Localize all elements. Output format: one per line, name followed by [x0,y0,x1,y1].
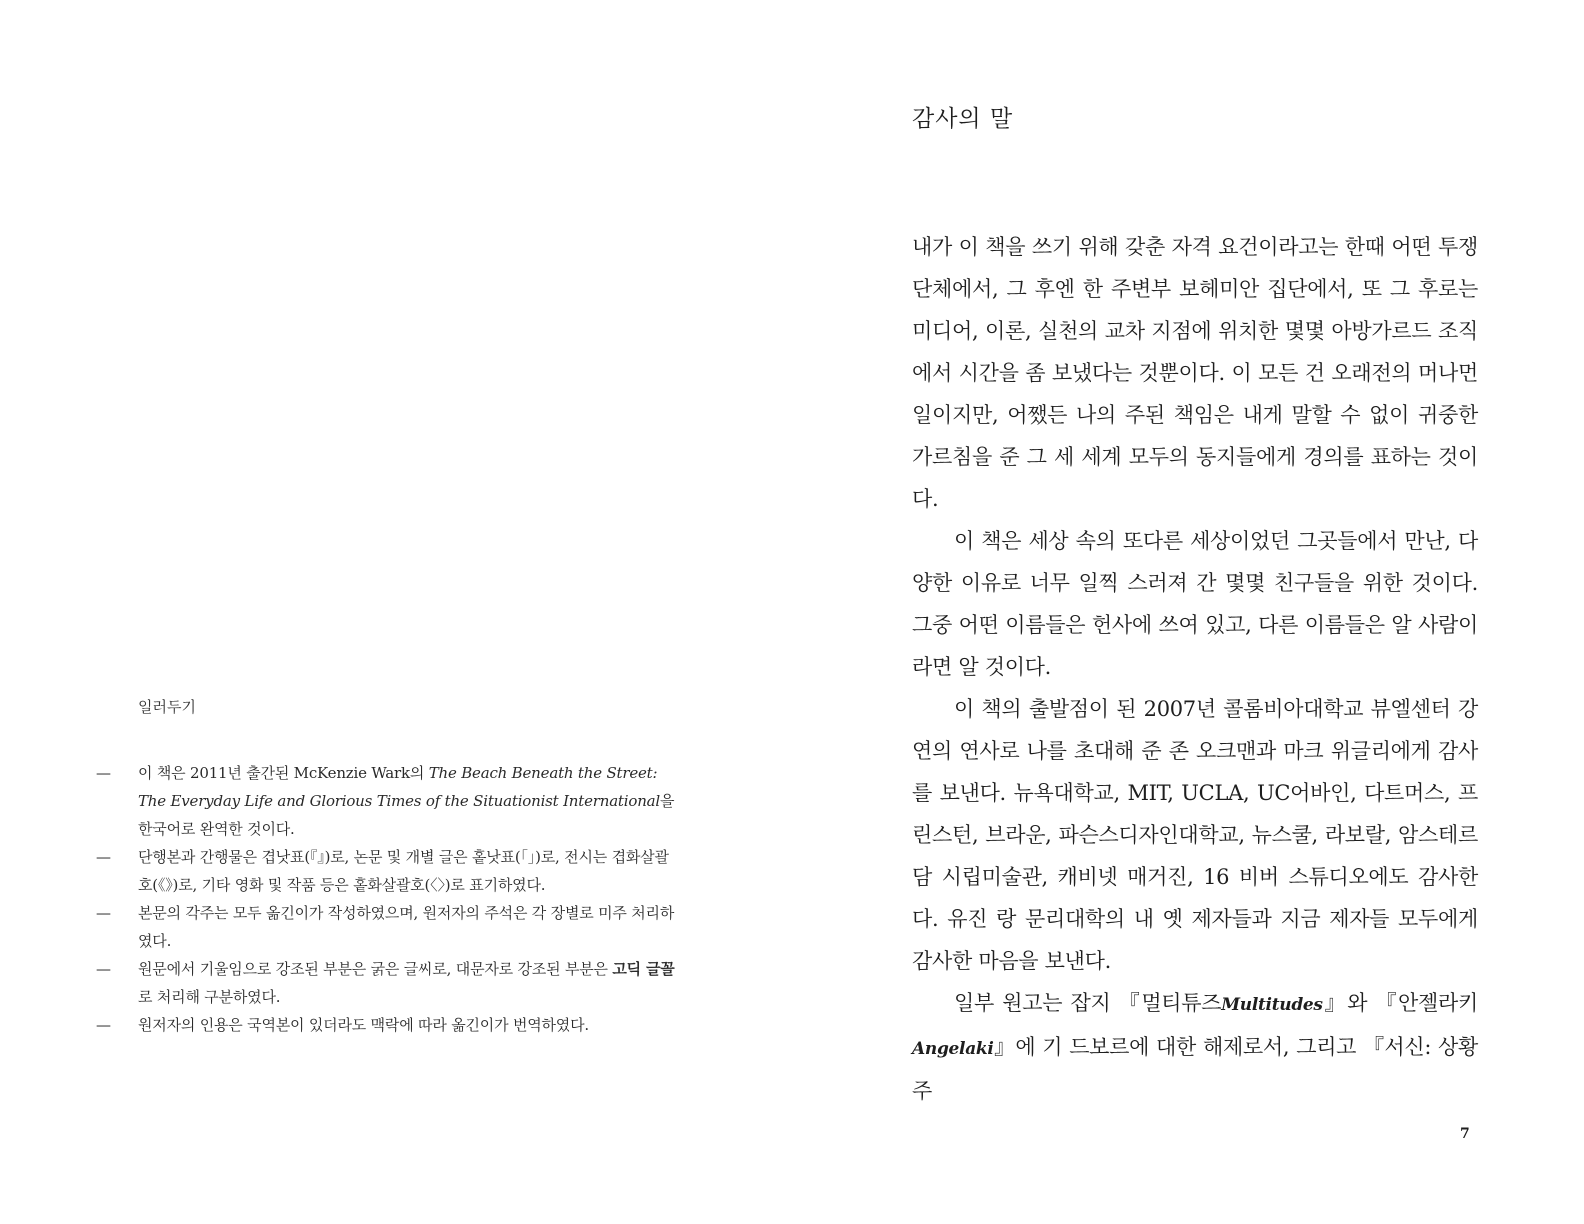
text-run: 』에 기 드보르에 대한 해제로서, 그리고 『서신: 상황주 [912,1035,1478,1103]
page-number: 7 [1460,1126,1470,1142]
script-text: Multitudes [1221,995,1323,1015]
text-run: 이 책은 2011년 출간된 McKenzie Wark의 [138,764,429,782]
notes-list [96,759,676,1039]
gothic-text: 고딕 글꼴 [612,960,675,978]
note-item [96,843,676,899]
notes-title: 일러두기 [138,698,196,716]
body-text [912,226,1478,1112]
text-run: 이 책은 세상 속의 또다른 세상이었던 그곳들에서 만난, 다양한 이유로 너무 일찍 스러져 간 몇몇 친구들을 위한 것이다. 그중 어떤 이름들은 헌사에 쓰여 있고, 다른 이름들은 알 사람이라면 알 것이다. [912,529,1478,679]
text-run: 본문의 각주는 모두 옮긴이가 작성하였으며, 원저자의 주석은 각 장별로 미주 처리하였다. [138,904,675,950]
em-text: The Beach Beneath the Street: The Everyday Life and Glorious Times of the Situationist International [138,764,660,810]
note-dash: — [96,904,111,922]
note-item [96,759,676,843]
text-run: 이 책의 출발점이 된 2007년 콜롬비아대학교 뷰엘센터 강연의 연사로 나를 초대해 준 존 오크맨과 마크 위글리에게 감사를 보낸다. 뉴욕대학교, MIT, UCLA, UC어바인, 다트머스, 프린스턴, 브라운, 파슨스디자인대학교, 뉴스쿨, 라보랄, 암스테르담 시립미술관, 캐비넷 매거진, 16 비버 스튜디오에도 감사한다. 유진 랑 문리대학의 내 옛 제자들과 지금 제자들 모두에게 감사한 마음을 보낸다. [912,697,1478,973]
body-paragraph [912,520,1478,688]
note-dash: — [96,1016,111,1034]
chapter-title: 감사의 말 [912,106,1014,132]
text-run: 원저자의 인용은 국역본이 있더라도 맥락에 따라 옮긴이가 번역하였다. [138,1016,589,1034]
text-run: 단행본과 간행물은 겹낫표(『』)로, 논문 및 개별 글은 홑낫표(「」)로, 전시는 겹화살괄호(《》)로, 기타 영화 및 작품 등은 홑화살괄호(〈〉)로 표기하였다. [138,848,669,894]
text-run: 로 처리해 구분하였다. [138,988,281,1006]
text-run: 』와 『안젤라키 [1322,991,1478,1015]
note-item [96,1011,676,1039]
text-run: 을 한국어로 완역한 것이다. [138,792,675,838]
editorial-notes [96,696,676,1039]
text-run: 원문에서 기울임으로 강조된 부분은 굵은 글씨로, 대문자로 강조된 부분은 [138,960,613,978]
note-dash: — [96,960,111,978]
note-item [96,899,676,955]
note-dash: — [96,848,111,866]
body-paragraph [912,982,1478,1112]
body-paragraph [912,226,1478,520]
right-page [792,0,1584,1224]
note-dash: — [96,764,111,782]
note-item [96,955,676,1011]
script-text: Angelaki [912,1039,994,1059]
body-paragraph [912,688,1478,982]
text-run: 내가 이 책을 쓰기 위해 갖춘 자격 요건이라고는 한때 어떤 투쟁 단체에서, 그 후엔 한 주변부 보헤미안 집단에서, 또 그 후로는 미디어, 이론, 실천의 교차 지점에 위치한 몇몇 아방가르드 조직에서 시간을 좀 보냈다는 것뿐이다. 이 모든 건 오래전의 머나먼 일이지만, 어쨌든 나의 주된 책임은 내게 말할 수 없이 귀중한 가르침을 준 그 세 세계 모두의 동지들에게 경의를 표하는 것이다. [912,235,1478,511]
text-run: 일부 원고는 잡지 『멀티튜즈 [954,991,1222,1015]
